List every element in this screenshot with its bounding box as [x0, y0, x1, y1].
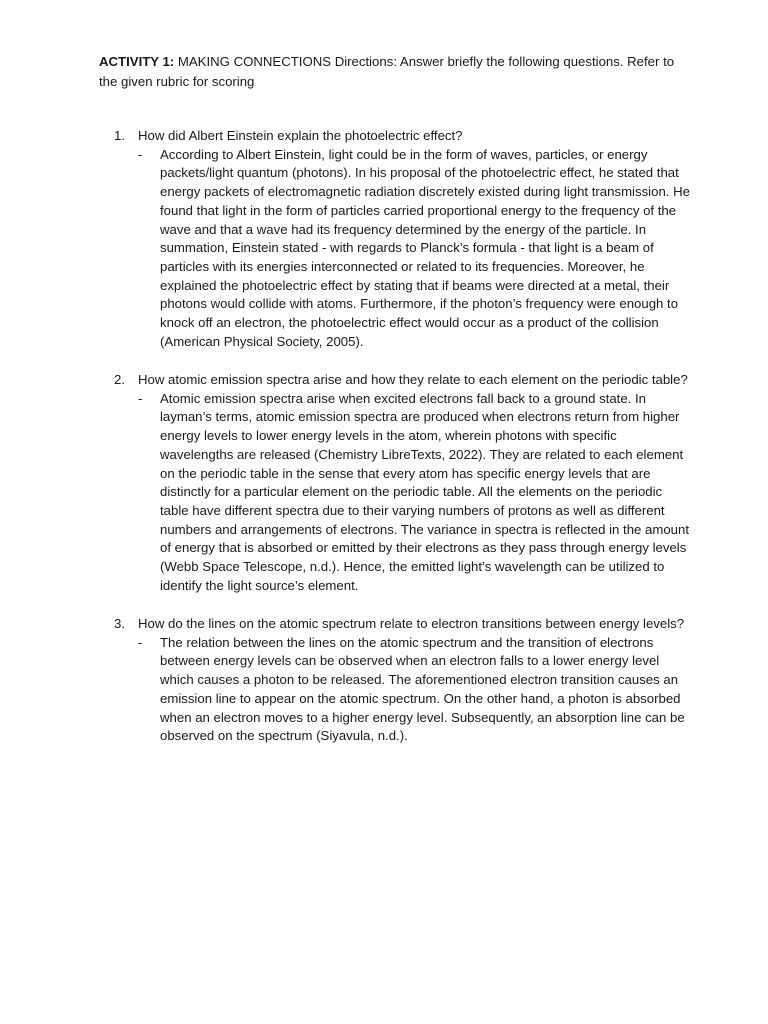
answer-block — [114, 390, 689, 596]
question-number: 1. — [114, 128, 125, 143]
question-item-1 — [114, 127, 689, 351]
activity-directions: MAKING CONNECTIONS Directions: Answer briefly the following questions. Refer to the given rubric for scoring — [99, 54, 675, 89]
question-number: 2. — [114, 372, 125, 387]
question-number: 3. — [114, 616, 125, 631]
question-item-2 — [114, 371, 689, 595]
answer-text: The relation between the lines on the atomic spectrum and the transition of electrons between energy levels can be observed when an electron falls to a lower energy level which causes a photon to be released. The aforementioned electron transition causes an emission line to appear on the atomic spectrum. On the other hand, a photon is absorbed when an electron moves to a higher energy level. Subsequently, an absorption line can be observed on the spectrum (Siyavula, n.d.). — [160, 634, 685, 744]
question-text: How do the lines on the atomic spectrum relate to electron transitions between energy levels? — [138, 616, 685, 631]
answer-block — [114, 634, 689, 746]
question-text: How did Albert Einstein explain the photoelectric effect? — [138, 128, 463, 143]
answer-bullet: - — [138, 390, 143, 406]
activity-header — [99, 52, 679, 92]
activity-label: ACTIVITY 1: — [99, 54, 175, 69]
answer-text: According to Albert Einstein, light could be in the form of waves, particles, or energy packets/light quantum (photons). In his proposal of the photoelectric effect, he stated that energy packets of electromagnetic radiation discretely existed during light transmission. He found that light in the form of particles carried proportional energy to the frequency of the wave and that a wave had its frequency determined by the energy of the particle. In summation, Einstein stated - with regards to Planck’s formula - that light is a beam of particles with its energies interconnected or related to its frequencies. Moreover, he explained the photoelectric effect by stating that if beams were directed at a metal, their photons would collide with atoms. Furthermore, if the photon’s frequency were enough to knock off an electron, the photoelectric effect would occur as a product of the collision (American Physical Society, 2005). — [160, 146, 690, 349]
question-item-3 — [114, 615, 689, 746]
answer-text: Atomic emission spectra arise when excited electrons fall back to a ground state. In layman’s terms, atomic emission spectra are produced when electrons return from higher energy levels to lower energy levels in the atom, wherein photons with specific wavelengths are released (Chemistry LibreTexts, 2022). They are related to each element on the periodic table in the sense that every atom has specific energy levels that are distinctly for a particular element on the periodic table. All the elements on the periodic table have different spectra due to their varying numbers of protons as well as different numbers and arrangements of electrons. The variance in spectra is reflected in the amount of energy that is absorbed or emitted by their electrons as they pass through energy levels (Webb Space Telescope, n.d.). Hence, the emitted light’s wavelength can be utilized to identify the light source’s element. — [160, 390, 690, 593]
answer-bullet: - — [138, 146, 143, 162]
question-text: How atomic emission spectra arise and how they relate to each element on the periodic table? — [138, 372, 688, 387]
answer-bullet: - — [138, 634, 143, 650]
answer-block — [114, 146, 689, 352]
